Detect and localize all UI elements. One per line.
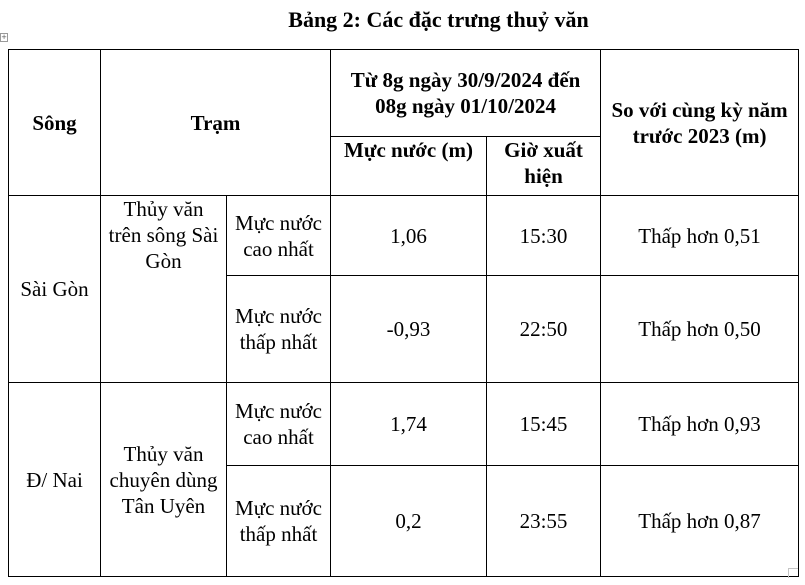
water-level-cell: -0,93 xyxy=(331,276,487,383)
river-cell: Đ/ Nai xyxy=(9,383,101,577)
compare-cell: Thấp hơn 0,50 xyxy=(601,276,799,383)
time-cell: 22:50 xyxy=(487,276,601,383)
compare-cell: Thấp hơn 0,87 xyxy=(601,466,799,577)
header-station: Trạm xyxy=(101,50,331,196)
table-row xyxy=(9,383,799,466)
water-level-cell: 1,06 xyxy=(331,196,487,276)
level-type-cell: Mực nước cao nhất xyxy=(227,383,331,466)
table-header-row xyxy=(9,50,799,137)
compare-cell: Thấp hơn 0,51 xyxy=(601,196,799,276)
level-type-cell: Mực nước cao nhất xyxy=(227,196,331,276)
table-row xyxy=(9,196,799,276)
river-cell: Sài Gòn xyxy=(9,196,101,383)
header-compare: So với cùng kỳ năm trước 2023 (m) xyxy=(601,50,799,196)
header-river: Sông xyxy=(9,50,101,196)
header-time: Giờ xuất hiện xyxy=(487,137,601,196)
station-cell: Thủy văn trên sông Sài Gòn xyxy=(101,196,227,383)
water-level-cell: 0,2 xyxy=(331,466,487,577)
resize-handle-icon[interactable] xyxy=(788,568,798,578)
level-type-cell: Mực nước thấp nhất xyxy=(227,466,331,577)
header-period: Từ 8g ngày 30/9/2024 đến 08g ngày 01/10/2024 xyxy=(331,50,601,137)
time-cell: 15:45 xyxy=(487,383,601,466)
compare-cell: Thấp hơn 0,93 xyxy=(601,383,799,466)
level-type-cell: Mực nước thấp nhất xyxy=(227,276,331,383)
hydrology-table xyxy=(8,49,799,577)
header-water-level: Mực nước (m) xyxy=(331,137,487,196)
station-cell: Thủy văn chuyên dùng Tân Uyên xyxy=(101,383,227,577)
move-handle-icon[interactable]: + xyxy=(1,33,7,41)
water-level-cell: 1,74 xyxy=(331,383,487,466)
time-cell: 15:30 xyxy=(487,196,601,276)
time-cell: 23:55 xyxy=(487,466,601,577)
table-title: Bảng 2: Các đặc trưng thuỷ văn xyxy=(288,7,589,32)
